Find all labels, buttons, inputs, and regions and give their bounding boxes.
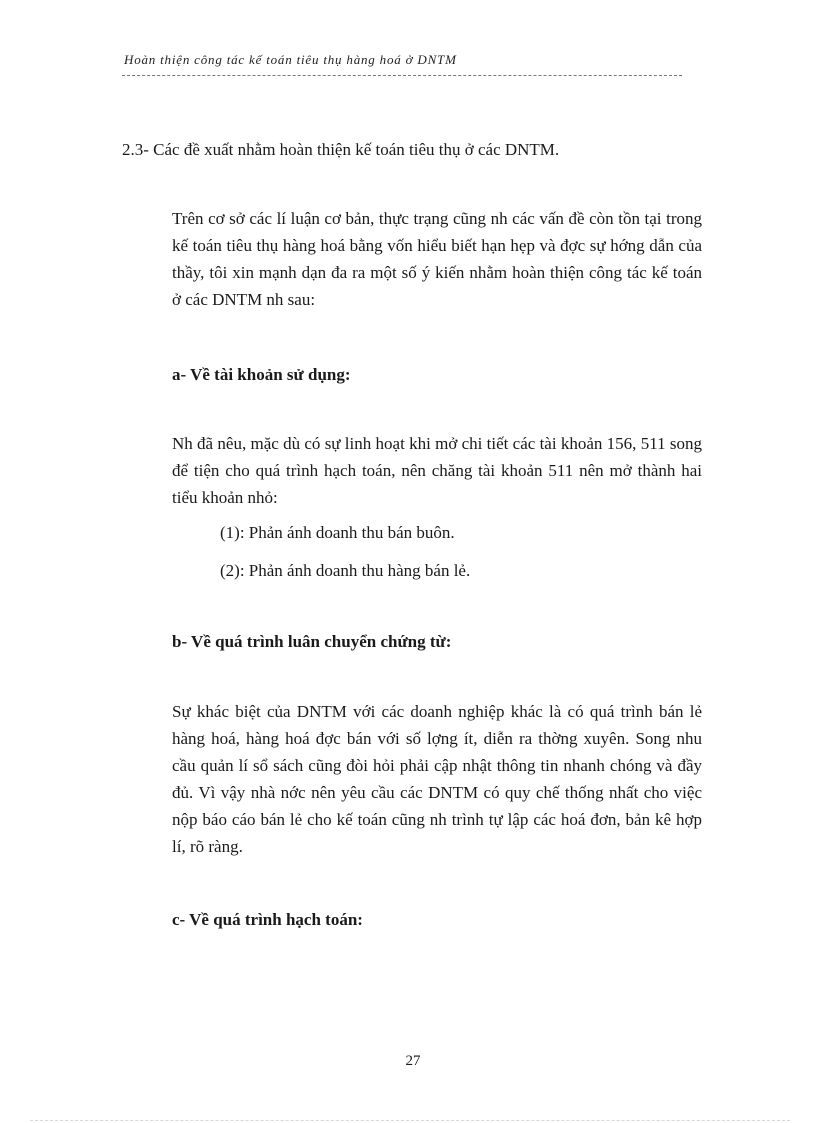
heading-accounting-process: c- Về quá trình hạch toán: (172, 910, 363, 929)
intro-paragraph (172, 205, 702, 313)
page-number: 27 (405, 1053, 421, 1069)
list-item: (1): Phản ánh doanh thu bán buôn. (220, 523, 455, 542)
footer-divider (30, 1120, 790, 1121)
heading-accounts-used: a- Về tài khoản sử dụng: (172, 365, 351, 384)
list-item: (2): Phản ánh doanh thu hàng bán lẻ. (220, 561, 471, 580)
header-divider (122, 75, 682, 76)
heading-document-flow: b- Về quá trình luân chuyển chứng từ: (172, 632, 452, 651)
intro-paragraph-text: Trên cơ sở các lí luận cơ bản, thực trạng cũng nh các vấn đề còn tồn tại trong kế toán tiêu thụ hàng hoá bằng vốn hiểu biết hạn hẹp và đợc sự hớng dẫn của thầy, tôi xin mạnh dạn đa ra một số ý kiến nhằm hoàn thiện công tác kế toán ở các DNTM nh sau: (172, 209, 702, 309)
document-flow-paragraph: Sự khác biệt của DNTM với các doanh nghiệp khác là có quá trình bán lẻ hàng hoá, hàng hoá đợc bán với số lợng ít, diễn ra thờng xuyên. Song nhu cầu quản lí sổ sách cũng đòi hỏi phải cập nhật thông tin nhanh chóng và đầy đủ. Vì vậy nhà nớc nên yêu cầu các DNTM có quy chế thống nhất cho việc nộp báo cáo bán lẻ cho kế toán cũng nh trình tự lập các hoá đơn, bản kê hợp lí, rõ ràng. (172, 702, 702, 856)
accounts-paragraph: Nh đã nêu, mặc dù có sự linh hoạt khi mở chi tiết các tài khoản 156, 511 song để tiện cho quá trình hạch toán, nên chăng tài khoản 511 nên mở thành hai tiểu khoản nhỏ: (172, 434, 702, 507)
running-header: Hoàn thiện công tác kế toán tiêu thụ hàng hoá ở DNTM (124, 52, 457, 67)
section-title: 2.3- Các đề xuất nhằm hoàn thiện kế toán tiêu thụ ở các DNTM. (122, 140, 560, 159)
